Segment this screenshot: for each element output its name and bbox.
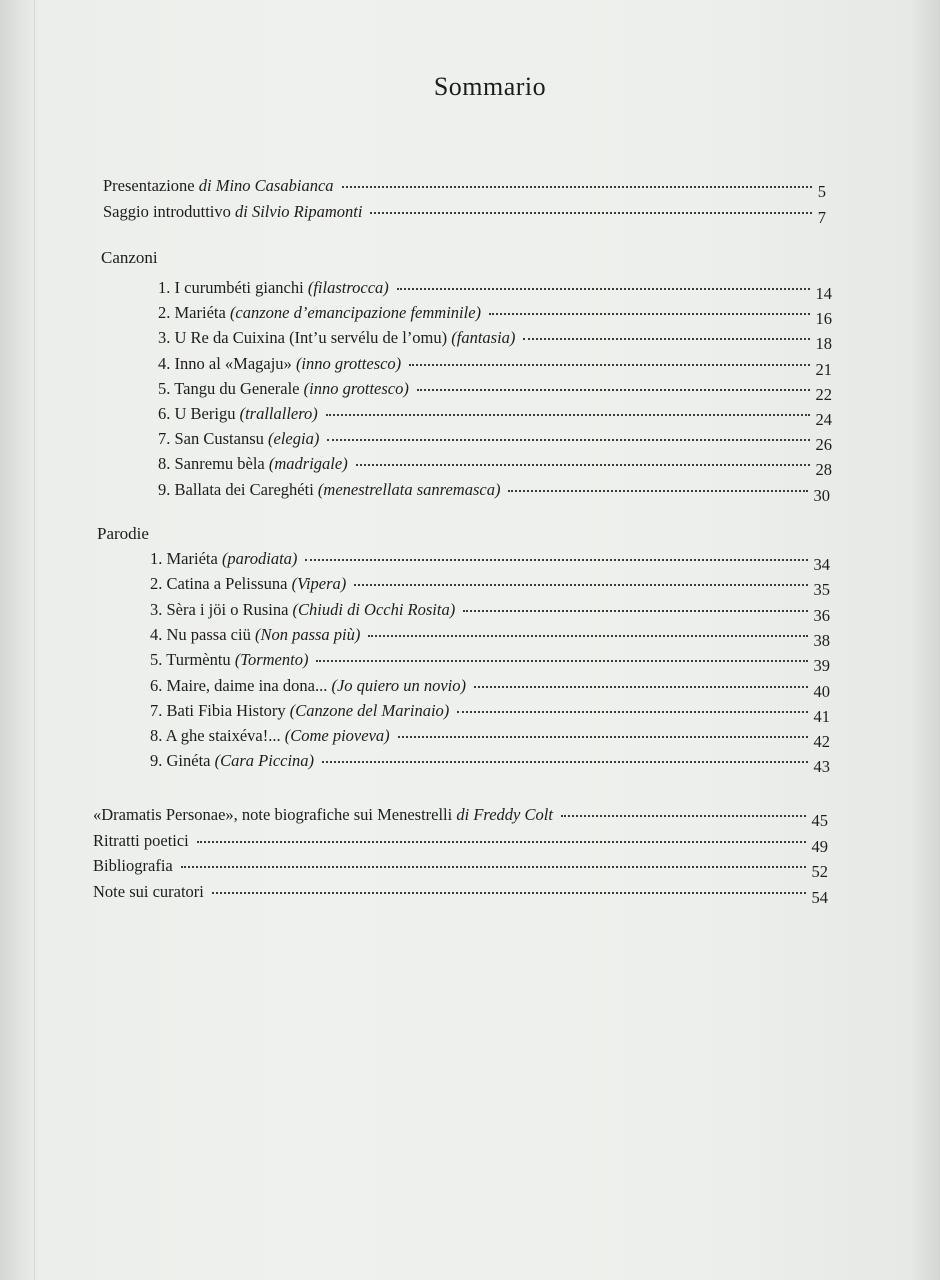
toc-entry [150, 675, 830, 701]
toc-entry-title: 7. San Custansu (elegia) [158, 429, 320, 449]
dot-leader [409, 364, 809, 366]
toc-page-number: 24 [815, 410, 832, 429]
toc-page-number: 35 [813, 580, 830, 600]
toc-entry-title: 8. A ghe staixéva!... (Come pioveva) [150, 726, 390, 746]
dot-leader [398, 736, 808, 738]
toc-page-number: 5 [817, 182, 826, 201]
toc-entry [93, 805, 828, 830]
toc-entry-title: 3. U Re da Cuixina (Int’u servélu de l’omu) (fantasia) [158, 328, 516, 348]
toc-page-number: 14 [815, 284, 832, 303]
page-edge-shadow [910, 0, 940, 1280]
toc-page-number: 39 [813, 656, 830, 676]
toc-page-number: 16 [815, 309, 832, 329]
toc-entry-title: Presentazione di Mino Casabianca [103, 176, 334, 195]
toc-entry [150, 574, 830, 600]
toc-entry-title: Bibliografia [93, 856, 173, 875]
toc-entry [93, 830, 828, 856]
toc-entry [158, 353, 832, 379]
toc-entry-title: 6. Maire, daime ina dona... (Jo quiero un novio) [150, 675, 467, 695]
toc-entry-title: Note sui curatori [93, 881, 204, 901]
dot-leader [354, 584, 807, 586]
toc-page-number: 26 [815, 435, 832, 455]
toc-page-number: 30 [813, 485, 830, 505]
toc-entry [150, 624, 830, 650]
toc-entry-title: 7. Bati Fibia History (Canzone del Marinaio) [150, 700, 450, 720]
toc-entry-title: 4. Nu passa ciü (Non passa più) [150, 624, 361, 644]
toc-entry-title: 3. Sèra i jöi o Rusina (Chiudi di Occhi Rosita) [150, 599, 456, 619]
toc-page-number: 45 [811, 811, 828, 830]
dot-leader [305, 559, 807, 561]
toc-page-number: 43 [813, 757, 830, 777]
toc-entry-title: 5. Tangu du Generale (inno grottesco) [158, 378, 409, 398]
toc-entry [158, 278, 832, 303]
dot-leader [368, 635, 807, 637]
toc-page-number: 42 [813, 732, 830, 752]
dot-leader [326, 414, 810, 416]
toc-page-number: 38 [813, 630, 830, 650]
dot-leader [463, 610, 807, 612]
toc-entry-title: 1. I curumbéti gianchi (filastrocca) [158, 278, 389, 297]
dot-leader [316, 660, 807, 662]
toc-entry [150, 650, 830, 676]
dot-leader [322, 761, 807, 763]
dot-leader [212, 892, 806, 894]
dot-leader [523, 338, 809, 340]
section-heading-parodie: Parodie [97, 524, 149, 543]
page-title: Sommario [433, 72, 547, 101]
dot-leader [397, 288, 810, 290]
toc-entry-title: 8. Sanremu bèla (madrigale) [158, 454, 348, 474]
toc-page-number: 41 [813, 706, 830, 726]
dot-leader [417, 389, 810, 391]
toc-entry [158, 328, 832, 354]
toc-entry-title: 4. Inno al «Magaju» (inno grottesco) [158, 353, 402, 373]
toc-entry [158, 303, 832, 329]
dot-leader [327, 439, 809, 441]
toc-entry-title: «Dramatis Personae», note biografiche sui Menestrelli di Freddy Colt [93, 805, 553, 824]
page-spine [0, 0, 35, 1280]
toc-entry [103, 202, 826, 227]
toc-entry [103, 176, 826, 201]
toc-page-number: 34 [813, 555, 830, 574]
toc-page-number: 7 [817, 208, 826, 227]
toc-page-number: 54 [811, 887, 828, 907]
dot-leader [342, 186, 812, 188]
dot-leader [181, 866, 806, 868]
toc-entry-title: 6. U Berigu (trallallero) [158, 404, 318, 423]
toc-entry [158, 429, 832, 455]
dot-leader [561, 815, 806, 817]
toc-page-number: 21 [815, 359, 832, 379]
toc-entry [150, 700, 830, 726]
toc-entry-title: Ritratti poetici [93, 830, 189, 850]
toc-page-number: 18 [815, 334, 832, 354]
toc-entry [150, 549, 830, 574]
dot-leader [197, 841, 806, 843]
toc-page-number: 40 [813, 681, 830, 701]
toc-page-number: 28 [815, 460, 832, 480]
toc-page-number: 22 [815, 384, 832, 404]
toc-entry [93, 881, 828, 907]
toc-entry [93, 856, 828, 881]
toc-entry-title: 1. Mariéta (parodiata) [150, 549, 298, 568]
toc-entry-title: 2. Catina a Pelissuna (Vipera) [150, 574, 347, 594]
dot-leader [508, 490, 807, 492]
dot-leader [489, 313, 809, 315]
toc-page-number: 49 [811, 836, 828, 856]
toc-entry [158, 404, 832, 429]
dot-leader [356, 464, 810, 466]
toc-entry [150, 599, 830, 625]
toc-page-number: 52 [811, 862, 828, 881]
toc-entry [150, 726, 830, 752]
dot-leader [474, 686, 807, 688]
toc-entry [150, 751, 830, 777]
toc-page-number: 36 [813, 605, 830, 625]
dot-leader [457, 711, 807, 713]
toc-entry [158, 479, 830, 505]
toc-entry [158, 378, 832, 404]
toc-entry-title: Saggio introduttivo di Silvio Ripamonti [103, 202, 363, 221]
section-heading-canzoni: Canzoni [101, 248, 158, 267]
dot-leader [370, 212, 811, 214]
toc-entry-title: 9. Ginéta (Cara Piccina) [150, 751, 315, 771]
toc-entry-title: 9. Ballata dei Careghéti (menestrellata sanremasca) [158, 479, 501, 499]
toc-entry-title: 5. Turmèntu (Tormento) [150, 650, 309, 670]
toc-entry [158, 454, 832, 480]
toc-entry-title: 2. Mariéta (canzone d’emancipazione femminile) [158, 303, 482, 323]
